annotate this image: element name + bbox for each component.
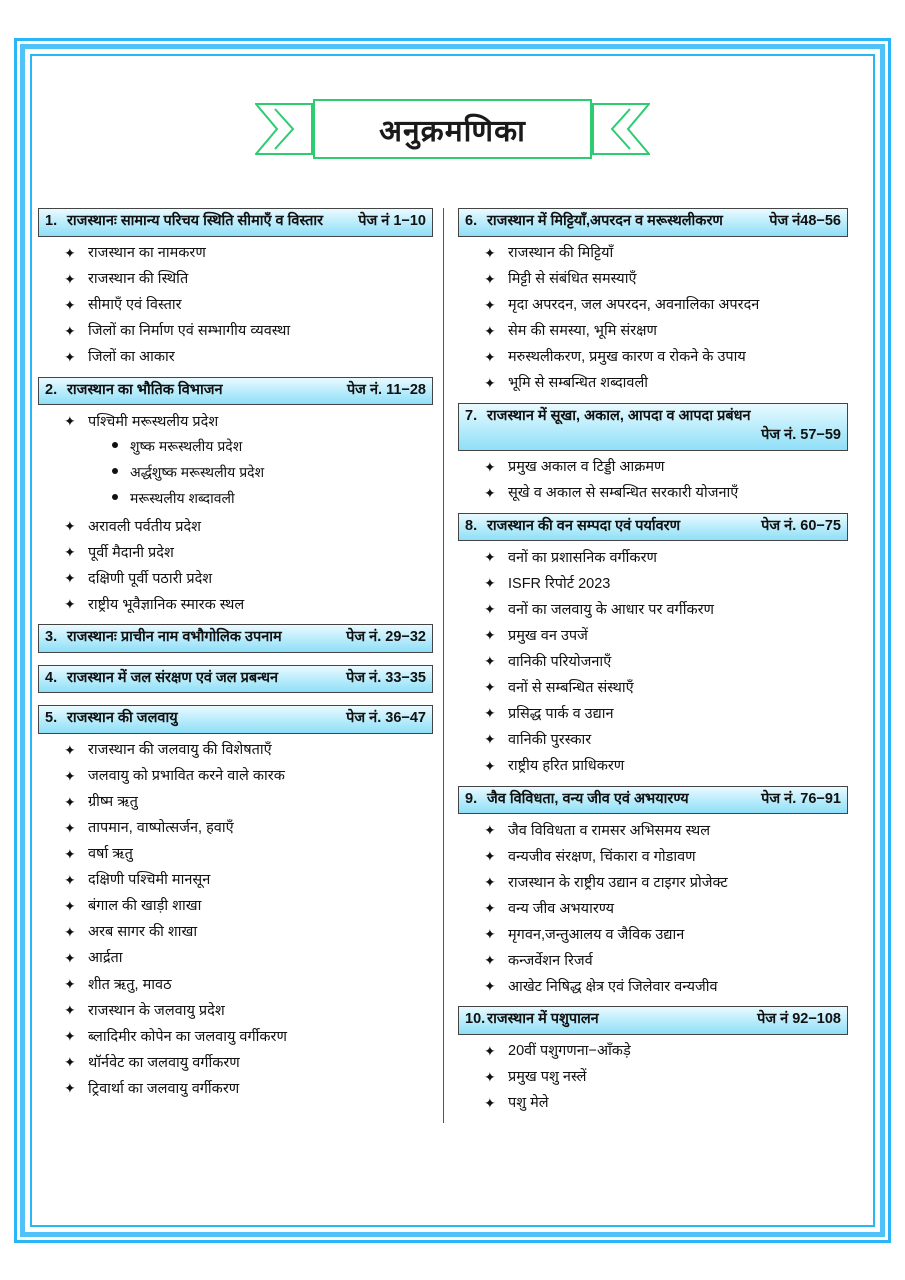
bullet-icon: ✦: [64, 296, 76, 313]
list-item[interactable]: [484, 293, 848, 319]
bullet-icon: ✦: [64, 570, 76, 587]
list-item[interactable]: [64, 816, 433, 842]
bullet-icon: ✦: [64, 244, 76, 261]
list-item-label: वनों का जलवायु के आधार पर वर्गीकरण: [508, 601, 715, 618]
bullet-icon: ✦: [484, 900, 496, 917]
toc-section: [458, 208, 848, 397]
toc-section-header[interactable]: [38, 208, 433, 237]
bullet-icon: ✦: [484, 575, 496, 592]
list-item-label: मृगवन,जन्तुआलय व जैविक उद्यान: [508, 926, 685, 943]
bullet-icon: ✦: [484, 705, 496, 722]
list-item[interactable]: [64, 894, 433, 920]
list-item-label: सीमाएँ एवं विस्तार: [88, 297, 182, 314]
bullet-icon: ✦: [64, 1080, 76, 1097]
section-page: पेज नं 1−10: [358, 213, 426, 229]
list-item[interactable]: [484, 1039, 848, 1065]
bullet-icon: ✦: [64, 413, 76, 430]
section-number: 10.: [465, 1011, 486, 1028]
section-title: राजस्थान का भौतिक विभाजन: [67, 381, 223, 398]
sub-list-item[interactable]: [110, 485, 433, 511]
toc-section: [38, 705, 433, 1102]
section-number: 1.: [45, 213, 58, 229]
list-item[interactable]: [484, 754, 848, 780]
ribbon-right-icon: [592, 103, 650, 155]
toc-section-header[interactable]: [458, 403, 848, 451]
page-title: अनुक्रमणिका: [379, 114, 526, 148]
list-item[interactable]: [64, 920, 433, 946]
section-item-list: [458, 545, 848, 779]
bullet-icon: ✦: [484, 1094, 496, 1111]
bullet-icon: ✦: [484, 679, 496, 696]
section-number: 7.: [465, 407, 478, 424]
list-item-label: आर्द्रता: [88, 950, 123, 967]
list-item-label: आखेट निषिद्ध क्षेत्र एवं जिलेवार वन्यजीव: [508, 978, 718, 995]
list-item-label: वानिकी परियोजनाएँ: [508, 653, 612, 670]
bullet-icon: ✦: [64, 897, 76, 914]
list-item[interactable]: [484, 371, 848, 397]
bullet-icon: ✦: [484, 952, 496, 969]
section-item-list: [38, 241, 433, 371]
section-item-list: [458, 1039, 848, 1117]
section-number: 8.: [465, 517, 478, 534]
bullet-icon: ✦: [484, 549, 496, 566]
list-item[interactable]: [484, 481, 848, 507]
bullet-icon: ✦: [64, 949, 76, 966]
list-item-label: प्रसिद्ध पार्क व उद्यान: [508, 705, 614, 722]
bullet-icon: ✦: [484, 244, 496, 261]
list-item[interactable]: [64, 998, 433, 1024]
title-banner: [255, 99, 650, 161]
list-item[interactable]: [64, 842, 433, 868]
list-item[interactable]: [64, 972, 433, 998]
toc-section-header[interactable]: [458, 1006, 848, 1035]
list-item-label: अरब सागर की शाखा: [88, 924, 198, 941]
list-item-label: वनों का प्रशासनिक वर्गीकरण: [508, 549, 657, 566]
toc-section-header[interactable]: [458, 513, 848, 542]
sub-list-item-label: मरूस्थलीय शब्दावली: [130, 490, 235, 507]
list-item[interactable]: [484, 597, 848, 623]
toc-section: [458, 403, 848, 507]
list-item[interactable]: [64, 540, 433, 566]
section-title: राजस्थानः प्राचीन नाम वभौगोलिक उपनाम: [67, 629, 282, 646]
list-item[interactable]: [484, 675, 848, 701]
bullet-icon: ✦: [484, 322, 496, 339]
section-number: 6.: [465, 213, 478, 229]
bullet-icon: ✦: [64, 270, 76, 287]
list-item-label: वानिकी पुरस्कार: [508, 731, 592, 748]
list-item-label: पूर्वी मैदानी प्रदेश: [88, 544, 174, 561]
list-item[interactable]: [64, 566, 433, 592]
list-item[interactable]: [484, 896, 848, 922]
section-page: पेज नं. 60−75: [761, 517, 841, 534]
bullet-icon: ✦: [64, 976, 76, 992]
list-item-label: तापमान, वाष्पोत्सर्जन, हवाएँ: [88, 820, 234, 837]
toc-section-header[interactable]: [458, 786, 848, 815]
list-item-label: राजस्थान की जलवायु की विशेषताएँ: [88, 742, 272, 759]
sub-list-item-label: शुष्क मरूस्थलीय प्रदेश: [130, 437, 243, 454]
bullet-icon: ✦: [484, 348, 496, 365]
list-item[interactable]: [484, 545, 848, 571]
section-page: पेज नं. 11−28: [346, 381, 426, 398]
toc-section: [38, 624, 433, 653]
toc-section: [458, 513, 848, 780]
list-item[interactable]: [484, 345, 848, 371]
list-item-label: राजस्थान के राष्ट्रीय उद्यान व टाइगर प्रोजेक्ट: [508, 874, 728, 891]
section-item-list: [458, 241, 848, 397]
bullet-icon: ✦: [484, 484, 496, 501]
list-item-label: राष्ट्रीय भूवैज्ञानिक स्मारक स्थल: [88, 596, 245, 613]
list-item[interactable]: [64, 267, 433, 293]
section-page: पेज नं 92−108: [757, 1011, 841, 1028]
list-item-label: सेम की समस्या, भूमि संरक्षण: [508, 323, 658, 340]
toc-section: [38, 208, 433, 371]
dot-bullet-icon: [112, 494, 118, 500]
toc-section: [38, 665, 433, 694]
list-item[interactable]: [64, 868, 433, 894]
toc-section: [38, 377, 433, 619]
list-item-label: राष्ट्रीय हरित प्राधिकरण: [508, 758, 625, 774]
list-item-label: शीत ऋतु, मावठ: [88, 976, 172, 993]
spacer: [38, 695, 433, 705]
bullet-icon: ✦: [484, 653, 496, 670]
section-title: राजस्थानः सामान्य परिचय स्थिति सीमाएँ व विस्तार: [67, 213, 324, 229]
section-number: 3.: [45, 629, 58, 646]
sub-list-item-label: अर्द्धशुष्क मरूस्थलीय प्रदेश: [130, 464, 265, 481]
list-item-label: प्रमुख अकाल व टिड्डी आक्रमण: [508, 459, 665, 476]
list-item-label: मिट्टी से संबंधित समस्याएँ: [508, 271, 637, 288]
bullet-icon: ✦: [484, 822, 496, 839]
list-item-label: पशु मेले: [508, 1095, 549, 1112]
list-item-label: वन्य जीव अभयारण्य: [508, 900, 615, 917]
list-item[interactable]: [484, 319, 848, 345]
toc-section: [458, 786, 848, 1001]
bullet-icon: ✦: [64, 767, 76, 784]
list-item[interactable]: [64, 592, 433, 618]
section-number: 2.: [45, 381, 58, 398]
list-item[interactable]: [484, 571, 848, 597]
list-item-label: पश्चिमी मरूस्थलीय प्रदेश: [88, 413, 219, 430]
list-item-label: ब्लादिमीर कोपेन का जलवायु वर्गीकरण: [88, 1028, 287, 1045]
bullet-icon: ✦: [484, 627, 496, 644]
bullet-icon: ✦: [484, 874, 496, 891]
list-item-label: जिलों का आकार: [88, 349, 175, 366]
section-title: राजस्थान की जलवायु: [67, 710, 178, 727]
list-item-label: वनों से सम्बन्धित संस्थाएँ: [508, 679, 634, 696]
contents-column-left: [38, 208, 443, 1123]
section-title: राजस्थान में सूखा, अकाल, आपदा व आपदा प्रबंधन: [487, 407, 751, 424]
list-item-label: अरावली पर्वतीय प्रदेश: [88, 518, 202, 535]
list-item-label: बंगाल की खाड़ी शाखा: [88, 898, 202, 915]
list-item[interactable]: [64, 764, 433, 790]
list-item[interactable]: [484, 267, 848, 293]
list-item-label: वर्षा ऋतु: [88, 846, 133, 863]
list-item-label: ट्रिवार्था का जलवायु वर्गीकरण: [88, 1080, 240, 1097]
bullet-icon: ✦: [64, 793, 76, 810]
list-item-label: राजस्थान का नामकरण: [88, 245, 206, 262]
section-page: पेज नं. 36−47: [346, 710, 426, 727]
list-item-label: वन्यजीव संरक्षण, चिंकारा व गोडावण: [508, 848, 696, 865]
section-item-list: [38, 738, 433, 1102]
list-item-label: राजस्थान के जलवायु प्रदेश: [88, 1002, 225, 1019]
section-page: पेज नं. 33−35: [346, 669, 426, 686]
sub-list-item[interactable]: [110, 459, 433, 485]
section-page: पेज नं. 76−91: [761, 790, 841, 807]
bullet-icon: ✦: [64, 845, 76, 862]
sub-list-item[interactable]: [110, 433, 433, 459]
list-item-label: सूखे व अकाल से सम्बन्धित सरकारी योजनाएँ: [508, 485, 739, 502]
bullet-icon: ✦: [64, 923, 76, 940]
list-item[interactable]: [484, 623, 848, 649]
toc-section: [458, 1006, 848, 1117]
bullet-icon: ✦: [484, 296, 496, 313]
bullet-icon: ✦: [64, 348, 76, 365]
bullet-icon: ✦: [64, 1002, 76, 1019]
contents-columns: [38, 208, 868, 1123]
list-item-label: ISFR रिपोर्ट 2023: [508, 575, 611, 592]
list-item-label: दक्षिणी पश्चिमी मानसून: [88, 872, 211, 889]
bullet-icon: ✦: [484, 757, 496, 774]
list-item[interactable]: [484, 974, 848, 1000]
list-item[interactable]: [484, 701, 848, 727]
bullet-icon: ✦: [484, 731, 496, 748]
contents-column-right: [443, 208, 848, 1123]
bullet-icon: ✦: [64, 1054, 76, 1071]
list-item-label: दक्षिणी पूर्वी पठारी प्रदेश: [88, 570, 213, 587]
bullet-icon: ✦: [64, 544, 76, 561]
bullet-icon: ✦: [484, 1042, 496, 1059]
list-item-label: प्रमुख वन उपजें: [508, 627, 588, 644]
list-item[interactable]: [64, 293, 433, 319]
bullet-icon: ✦: [484, 458, 496, 475]
list-item[interactable]: [484, 1091, 848, 1117]
section-item-list: [38, 409, 433, 618]
toc-section-header[interactable]: [458, 208, 848, 237]
section-item-list: [458, 818, 848, 1000]
list-item-label: 20वीं पशुगणना−आँकड़े: [508, 1043, 631, 1060]
bullet-icon: ✦: [484, 978, 496, 995]
bullet-icon: ✦: [64, 518, 76, 535]
list-item[interactable]: [64, 409, 433, 514]
dot-bullet-icon: [112, 442, 118, 448]
list-item[interactable]: [64, 345, 433, 371]
bullet-icon: ✦: [64, 596, 76, 613]
toc-section-header[interactable]: [38, 377, 433, 406]
list-item-label: मृदा अपरदन, जल अपरदन, अवनालिका अपरदन: [508, 297, 760, 314]
list-item[interactable]: [484, 727, 848, 753]
section-item-list: [458, 455, 848, 507]
spacer: [38, 655, 433, 665]
list-item[interactable]: [64, 241, 433, 267]
bullet-icon: ✦: [64, 322, 76, 339]
list-item[interactable]: [484, 818, 848, 844]
section-page: पेज नं. 57−59: [761, 427, 841, 444]
list-item[interactable]: [64, 1050, 433, 1076]
list-item[interactable]: [64, 514, 433, 540]
section-number: 9.: [465, 790, 478, 807]
section-title: जैव विविधता, वन्य जीव एवं अभयारण्य: [487, 790, 689, 807]
list-item-label: मरुस्थलीकरण, प्रमुख कारण व रोकने के उपाय: [508, 349, 746, 366]
list-item[interactable]: [64, 790, 433, 816]
list-item[interactable]: [484, 649, 848, 675]
bullet-icon: ✦: [64, 871, 76, 888]
bullet-icon: ✦: [64, 819, 76, 836]
section-title: राजस्थान में मिट्टियाँ,अपरदन व मरूस्थलीकरण: [487, 213, 723, 229]
list-item-label: कन्जर्वेशन रिजर्व: [508, 952, 593, 969]
section-title: राजस्थान में पशुपालन: [487, 1011, 599, 1028]
bullet-icon: ✦: [484, 926, 496, 943]
list-item-label: जलवायु को प्रभावित करने वाले कारक: [88, 768, 285, 785]
list-item-label: ग्रीष्म ऋतु: [88, 794, 138, 811]
list-item[interactable]: [484, 455, 848, 481]
section-title: राजस्थान में जल संरक्षण एवं जल प्रबन्धन: [67, 669, 279, 686]
bullet-icon: ✦: [64, 741, 76, 758]
toc-section-header[interactable]: [38, 705, 433, 734]
bullet-icon: ✦: [484, 1068, 496, 1085]
list-item[interactable]: [64, 319, 433, 345]
list-item-label: जैव विविधता व रामसर अभिसमय स्थल: [508, 822, 711, 839]
section-title: राजस्थान की वन सम्पदा एवं पर्यावरण: [487, 517, 681, 534]
bullet-icon: ✦: [484, 374, 496, 391]
list-item-label: थॉर्नवेट का जलवायु वर्गीकरण: [88, 1054, 240, 1071]
list-item[interactable]: [484, 870, 848, 896]
sub-item-list: [88, 433, 433, 512]
bullet-icon: ✦: [484, 270, 496, 287]
title-box: [313, 99, 592, 159]
bullet-icon: ✦: [484, 601, 496, 618]
list-item[interactable]: [64, 738, 433, 764]
toc-section-header[interactable]: [38, 665, 433, 694]
list-item-label: जिलों का निर्माण एवं सम्भागीय व्यवस्था: [88, 323, 291, 340]
section-number: 5.: [45, 710, 58, 727]
list-item[interactable]: [484, 241, 848, 267]
list-item[interactable]: [484, 922, 848, 948]
list-item[interactable]: [64, 1076, 433, 1102]
list-item[interactable]: [64, 1024, 433, 1050]
list-item[interactable]: [484, 1065, 848, 1091]
list-item-label: राजस्थान की मिट्टियाँ: [508, 245, 614, 262]
dot-bullet-icon: [112, 468, 118, 474]
list-item-label: राजस्थान की स्थिति: [88, 271, 189, 288]
list-item-label: भूमि से सम्बन्धित शब्दावली: [508, 375, 649, 392]
list-item-label: प्रमुख पशु नस्लें: [508, 1069, 587, 1086]
section-page: पेज नं. 29−32: [346, 629, 426, 646]
list-item[interactable]: [484, 948, 848, 974]
list-item[interactable]: [64, 946, 433, 972]
toc-section-header[interactable]: [38, 624, 433, 653]
list-item[interactable]: [484, 844, 848, 870]
bullet-icon: ✦: [64, 1028, 76, 1045]
ribbon-left-icon: [255, 103, 313, 155]
section-number: 4.: [45, 669, 58, 686]
section-page: पेज नं48−56: [769, 213, 841, 229]
bullet-icon: ✦: [484, 848, 496, 865]
